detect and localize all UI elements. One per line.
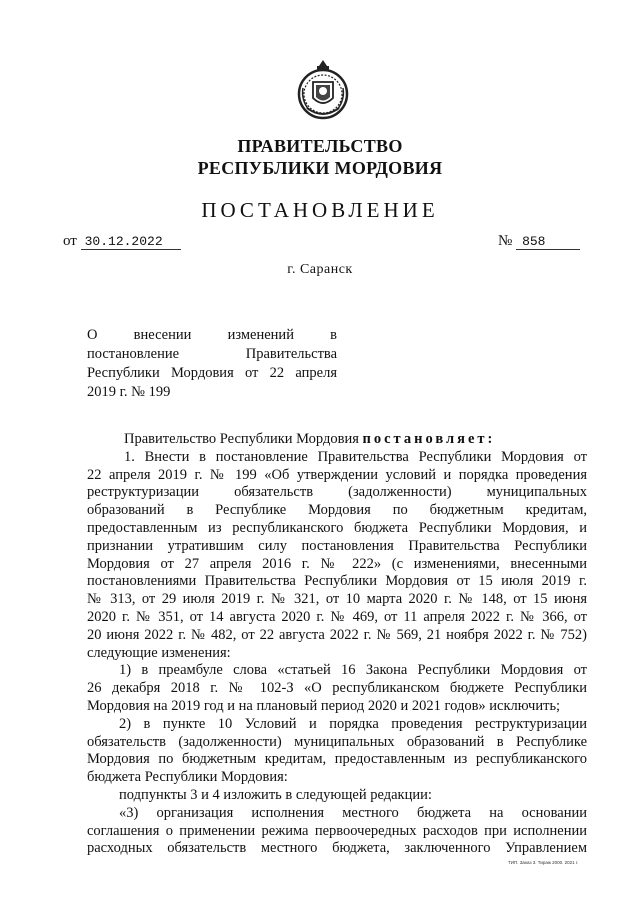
body-line: предоставленным из республиканского бюджета Республики Мордовия, и xyxy=(87,519,587,536)
subject-line: Республики Мордовия от 22 апреля xyxy=(87,365,337,381)
body-line: постановлениями Правительства Республики Мордовия от 15 июля 2019 г. xyxy=(87,573,587,590)
body-line: 2) в пункте 10 Условий и порядка проведения реструктуризации xyxy=(119,715,587,732)
body-line: 26 декабря 2018 г. № 102-З «О республиканском бюджете Республики xyxy=(87,680,587,697)
body-line: расходных обязательств местного бюджета, заключенного Управлением xyxy=(87,840,587,857)
subject-line: О внесении изменений в xyxy=(87,327,337,343)
number-row xyxy=(498,233,580,250)
government-title-line1: ПРАВИТЕЛЬСТВО xyxy=(237,136,403,156)
date-value: 30.12.2022 xyxy=(81,234,181,250)
date-row xyxy=(63,233,181,250)
intro-text: Правительство Республики Мордовия xyxy=(124,431,359,447)
body-line: обязательств (задолженности) муниципальных образований в Республике xyxy=(87,733,587,750)
intro-line xyxy=(87,431,587,449)
subject-line: постановление Правительства xyxy=(87,346,337,362)
body-line: следующие изменения: xyxy=(87,644,231,661)
body-line: признании утратившим силу постановления Правительства Республики xyxy=(87,537,587,554)
body-line: реструктуризации обязательств (задолженности) муниципальных xyxy=(87,484,587,501)
body-line: Мордовия по бюджетным кредитам, предоставленным из республиканского xyxy=(87,751,587,768)
body-line: 1. Внести в постановление Правительства Республики Мордовия от xyxy=(124,448,587,465)
body-line: 1) в преамбуле слова «статьей 16 Закона Республики Мордовия от xyxy=(119,662,587,679)
body-line: № 313, от 29 июля 2019 г. № 321, от 10 марта 2020 г. № 148, от 15 июня xyxy=(87,591,587,608)
body-line: подпункты 3 и 4 изложить в следующей редакции: xyxy=(119,786,432,803)
body-line: Мордовия на 2019 год и на плановый период 2020 и 2021 годов» исключить; xyxy=(87,697,561,714)
body-line: Мордовия от 27 апреля 2016 г. № 222» (с изменениями, внесенными xyxy=(87,555,587,572)
subject-block xyxy=(87,326,337,402)
government-title-line2: РЕСПУБЛИКИ МОРДОВИЯ xyxy=(197,158,443,178)
body-line: 22 апреля 2019 г. № 199 «Об утверждении условий и порядка проведения xyxy=(87,466,587,483)
body-line: 2020 г. № 351, от 14 августа 2020 г. № 469, от 11 апреля 2022 г. № 366, от xyxy=(87,608,587,625)
document-type: ПОСТАНОВЛЕНИЕ xyxy=(201,198,439,222)
coat-of-arms-icon xyxy=(297,58,349,122)
body-line: образований в Республике Мордовия по бюджетным кредитам, xyxy=(87,502,587,519)
number-prefix: № xyxy=(498,233,513,249)
subject-line: 2019 г. № 199 xyxy=(87,384,171,400)
intro-spaced: постановляет: xyxy=(362,431,496,447)
date-prefix: от xyxy=(63,233,77,249)
body-line: бюджета Республики Мордовия: xyxy=(87,769,288,786)
city: г. Саранск xyxy=(287,262,353,277)
body-line: соглашения о применении режима первоочередных расходов при исполнении xyxy=(87,822,587,839)
body-line: 20 июня 2022 г. № 482, от 22 августа 2022 г. № 569, 21 ноября 2022 г. № 752) xyxy=(87,626,587,643)
print-mark: ТИП. Заказ 3. Тираж 2000. 2021 г. xyxy=(508,860,579,865)
body-text xyxy=(87,431,587,858)
number-value: 858 xyxy=(516,234,580,250)
body-line: «3) организация исполнения местного бюджета на основании xyxy=(119,804,587,821)
